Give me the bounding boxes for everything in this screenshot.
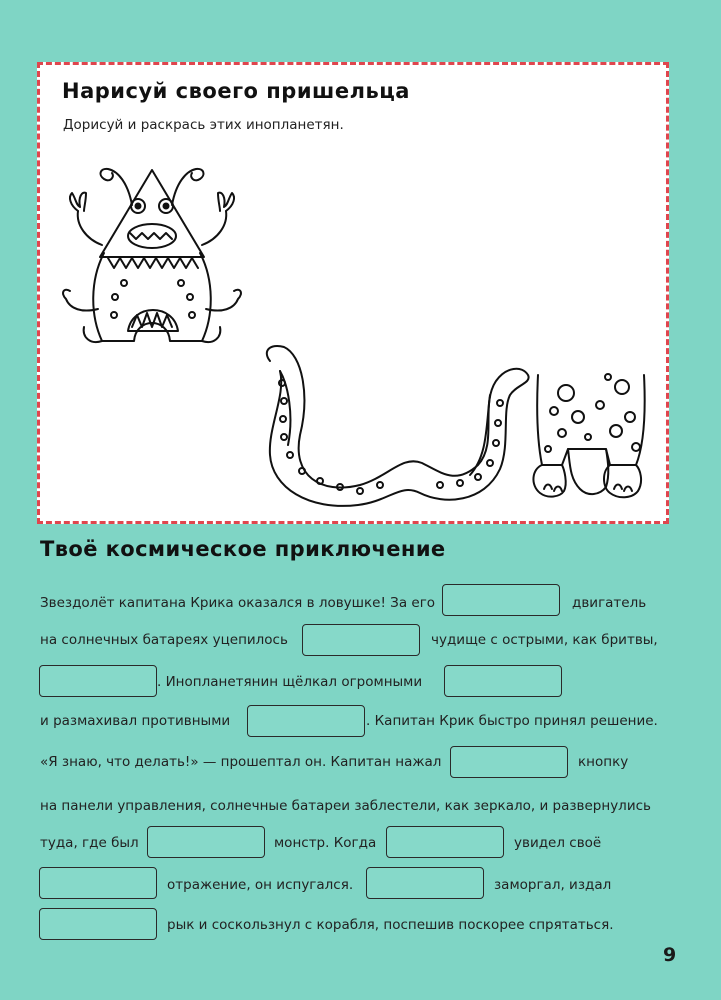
panel-title: Нарисуй своего пришельца (62, 79, 410, 103)
story-text: . Капитан Крик быстро принял решение. (366, 713, 658, 729)
blank-field[interactable] (386, 826, 504, 858)
blank-field[interactable] (39, 908, 157, 940)
page-number: 9 (663, 944, 677, 966)
story-text: монстр. Когда (274, 835, 377, 851)
blank-field[interactable] (450, 746, 568, 778)
story-text: чудище с острыми, как бритвы, (431, 632, 658, 648)
drawing-panel (37, 62, 669, 524)
story-text: кнопку (578, 754, 629, 770)
blank-field[interactable] (442, 584, 560, 616)
story-text: туда, где был (40, 835, 139, 851)
alien-illustrations (40, 65, 666, 521)
story-text: на панели управления, солнечные батареи заблестели, как зеркало, и развернулись (40, 798, 651, 814)
story-text: двигатель (572, 595, 647, 611)
blank-field[interactable] (39, 867, 157, 899)
blank-field[interactable] (444, 665, 562, 697)
blank-field[interactable] (302, 624, 420, 656)
blank-field[interactable] (366, 867, 484, 899)
story-text: Звездолёт капитана Крика оказался в ловушке! За его (40, 595, 436, 611)
panel-subtitle: Дорисуй и раскрась этих инопланетян. (63, 117, 344, 133)
story-text: на солнечных батареях уцепилось (40, 632, 288, 648)
story-text: рык и соскользнул с корабля, поспешив поскорее спрятаться. (167, 917, 614, 933)
blank-field[interactable] (39, 665, 157, 697)
story-text: . Инопланетянин щёлкал огромными (157, 674, 423, 690)
story-text: заморгал, издал (494, 877, 612, 893)
blank-field[interactable] (147, 826, 265, 858)
story-text: «Я знаю, что делать!» — прошептал он. Капитан нажал (40, 754, 442, 770)
story-text: увидел своё (514, 835, 602, 851)
story-text: и размахивал противными (40, 713, 231, 729)
tentacle-alien-icon (267, 346, 529, 506)
spotted-legs-alien-icon (533, 374, 644, 497)
blank-field[interactable] (247, 705, 365, 737)
alien-monster-icon (63, 169, 241, 342)
story-text: отражение, он испугался. (167, 877, 354, 893)
story-title: Твоё космическое приключение (40, 537, 446, 561)
